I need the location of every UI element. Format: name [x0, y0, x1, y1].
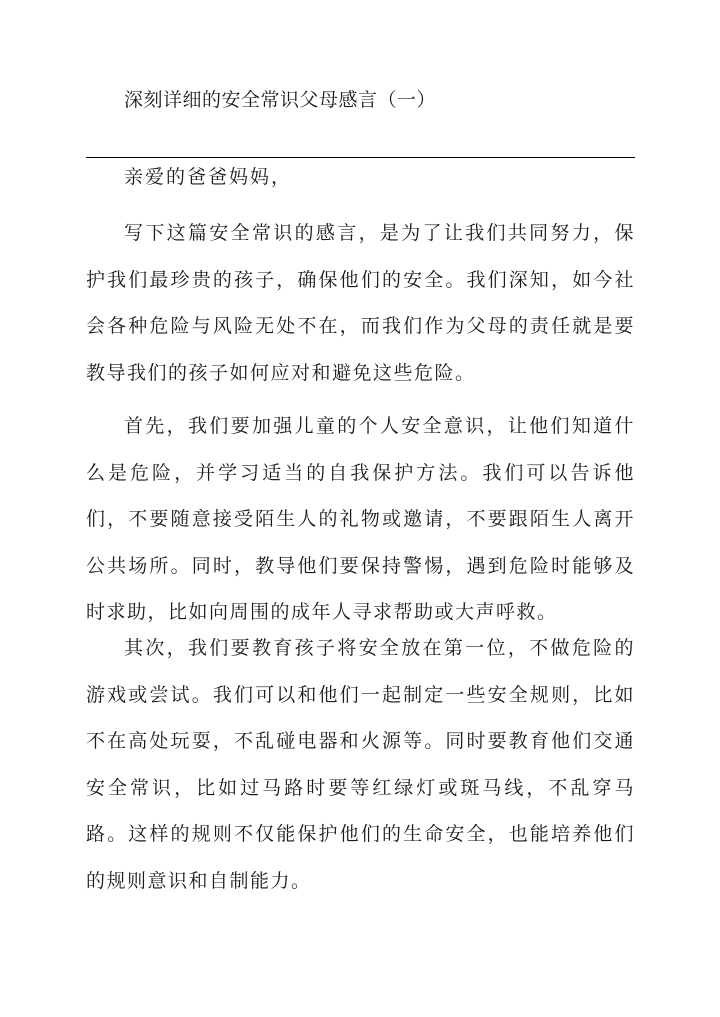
title-divider: [86, 157, 635, 158]
paragraph-1: 写下这篇安全常识的感言，是为了让我们共同努力，保护我们最珍贵的孩子，确保他们的安全。我们深知，如今社会各种危险与风险无处不在，而我们作为父母的责任就是要教导我们的孩子如何应对和避免这些危险。: [86, 222, 635, 384]
paragraph-3: 其次，我们要教育孩子将安全放在第一位，不做危险的游戏或尝试。我们可以和他们一起制定一些安全规则，比如不在高处玩耍，不乱碰电器和火源等。同时要教育他们交通安全常识，比如过马路时要等红绿灯或斑马线，不乱穿马路。这样的规则不仅能保护他们的生命安全，也能培养他们的规则意识和自制能力。: [86, 637, 635, 892]
paragraph-2: 首先，我们要加强儿童的个人安全意识，让他们知道什么是危险，并学习适当的自我保护方法。我们可以告诉他们，不要随意接受陌生人的礼物或邀请，不要跟陌生人离开公共场所。同时，教导他们要保持警惕，遇到危险时能够及时求助，比如向周围的成年人寻求帮助或大声呼救。: [86, 415, 635, 623]
document-title: 深刻详细的安全常识父母感言（一）: [124, 89, 437, 111]
salutation: 亲爱的爸爸妈妈，: [124, 166, 293, 188]
